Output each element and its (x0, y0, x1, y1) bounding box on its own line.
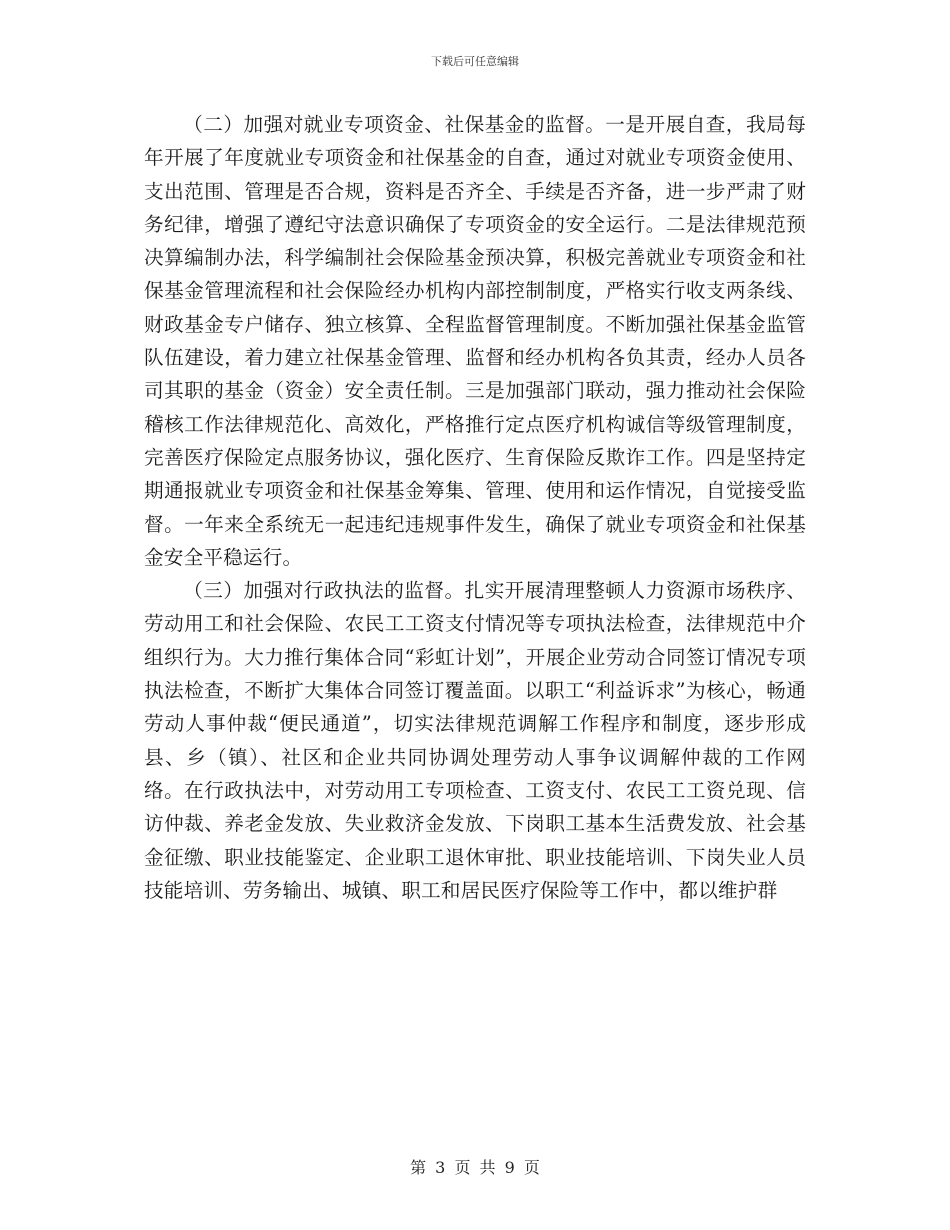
paragraph-fund-supervision: （二）加强对就业专项资金、社保基金的监督。一是开展自查，我局每年开展了年度就业专项资金和社保基金的自查，通过对就业专项资金使用、支出范围、管理是否合规，资料是否齐全、手续是否齐备，进一步严肃了财务纪律，增强了遵纪守法意识确保了专项资金的安全运行。二是法律规范预决算编制办法，科学编制社会保险基金预决算，积极完善就业专项资金和社保基金管理流程和社会保险经办机构内部控制制度，严格实行收支两条线、财政基金专户储存、独立核算、全程监督管理制度。不断加强社保基金监管队伍建设，着力建立社保基金管理、监督和经办机构各负其责，经办人员各司其职的基金（资金）安全责任制。三是加强部门联动，强力推动社会保险稽核工作法律规范化、高效化，严格推行定点医疗机构诚信等级管理制度，完善医疗保险定点服务协议，强化医疗、生育保险反欺诈工作。四是坚持定期通报就业专项资金和社保基金筹集、管理、使用和运作情况，自觉接受监督。一年来全系统无一起违纪违规事件发生，确保了就业专项资金和社保基金安全平稳运行。 (144, 113, 806, 569)
document-body (144, 108, 806, 907)
page-header: 下载后可任意编辑 (431, 55, 519, 68)
page-footer: 第 3 页 共 9 页 (410, 1158, 540, 1177)
paragraph-law-enforcement-supervision: （三）加强对行政执法的监督。扎实开展清理整顿人力资源市场秩序、劳动用工和社会保险、农民工工资支付情况等专项执法检查，法律规范中介组织行为。大力推行集体合同“彩虹计划”，开展企业劳动合同签订情况专项执法检查，不断扩大集体合同签订覆盖面。以职工“利益诉求”为核心，畅通劳动人事仲裁“便民通道”，切实法律规范调解工作程序和制度，逐步形成县、乡（镇）、社区和企业共同协调处理劳动人事争议调解仲裁的工作网络。在行政执法中，对劳动用工专项检查、工资支付、农民工工资兑现、信访仲裁、养老金发放、失业救济金发放、下岗职工基本生活费发放、社会基金征缴、职业技能鉴定、企业职工退休审批、职业技能培训、下岗失业人员技能培训、劳务输出、城镇、职工和居民医疗保险等工作中，都以维护群 (144, 579, 806, 902)
